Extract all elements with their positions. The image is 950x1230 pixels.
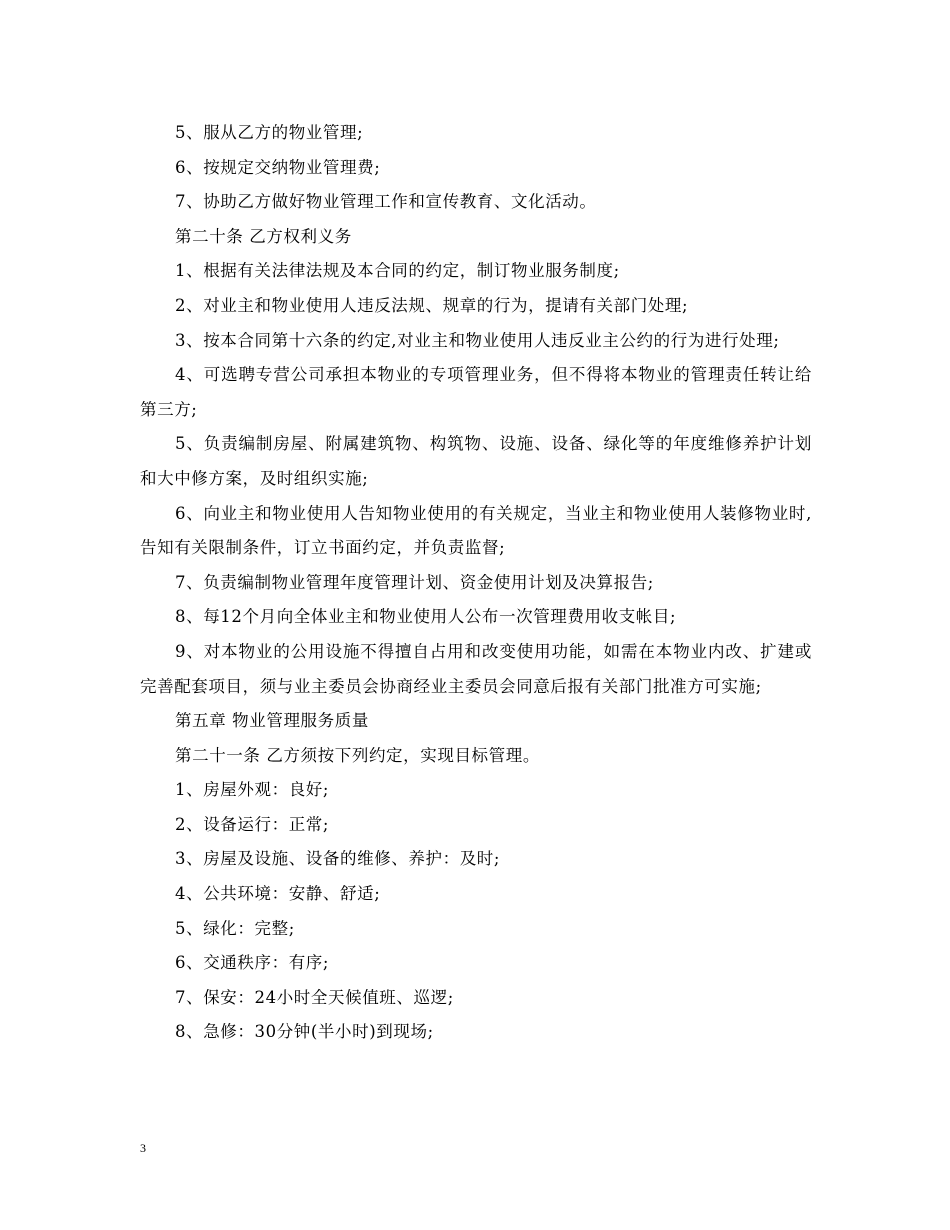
article-heading: 第二十一条 乙方须按下列约定，实现目标管理。	[175, 745, 540, 765]
paragraph: 5、服从乙方的物业管理;	[175, 123, 364, 142]
paragraph: 2、设备运行：正常;	[175, 814, 330, 834]
paragraph: 5、负责编制房屋、附属建筑物、构筑物、设施、设备、绿化等的年度维修养护计划和大中修方案，及时组织实施;	[140, 434, 812, 488]
paragraph: 6、交通秩序：有序;	[175, 953, 330, 973]
paragraph: 1、房屋外观：良好;	[175, 780, 330, 800]
paragraph: 9、对本物业的公用设施不得擅自占用和改变使用功能，如需在本物业内改、扩建或完善配套项目，须与业主委员会协商经业主委员会同意后报有关部门批准方可实施;	[140, 641, 812, 696]
paragraph: 3、房屋及设施、设备的维修、养护：及时;	[175, 849, 501, 869]
paragraph: 6、向业主和物业使用人告知物业使用的有关规定，当业主和物业使用人装修物业时,告知有关限制条件，订立书面约定，并负责监督;	[140, 503, 812, 558]
paragraph: 7、保安：24小时全天候值班、巡逻;	[175, 987, 454, 1007]
paragraph: 6、按规定交纳物业管理费;	[175, 157, 381, 177]
paragraph: 8、每12个月向全体业主和物业使用人公布一次管理费用收支帐目;	[175, 607, 677, 627]
chapter-heading: 第五章 物业管理服务质量	[175, 711, 369, 731]
paragraph: 4、可选聘专营公司承担本物业的专项管理业务，但不得将本物业的管理责任转让给第三方;	[140, 365, 812, 419]
paragraph: 7、协助乙方做好物业管理工作和宣传教育、文化活动。	[175, 192, 597, 212]
paragraph: 1、根据有关法律法规及本合同的约定，制订物业服务制度;	[175, 261, 620, 281]
paragraph: 8、急修：30分钟(半小时)到现场;	[175, 1022, 434, 1042]
paragraph: 4、公共环境：安静、舒适;	[175, 884, 381, 904]
paragraph: 7、负责编制物业管理年度管理计划、资金使用计划及决算报告;	[175, 572, 654, 592]
page-number: 3	[140, 1141, 146, 1155]
paragraph: 3、按本合同第十六条的约定,对业主和物业使用人违反业主公约的行为进行处理;	[175, 330, 780, 350]
document-body	[140, 116, 812, 1050]
paragraph: 5、绿化：完整;	[175, 918, 295, 938]
article-heading: 第二十条 乙方权利义务	[175, 226, 352, 246]
paragraph: 2、对业主和物业使用人违反法规、规章的行为，提请有关部门处理;	[175, 295, 689, 315]
